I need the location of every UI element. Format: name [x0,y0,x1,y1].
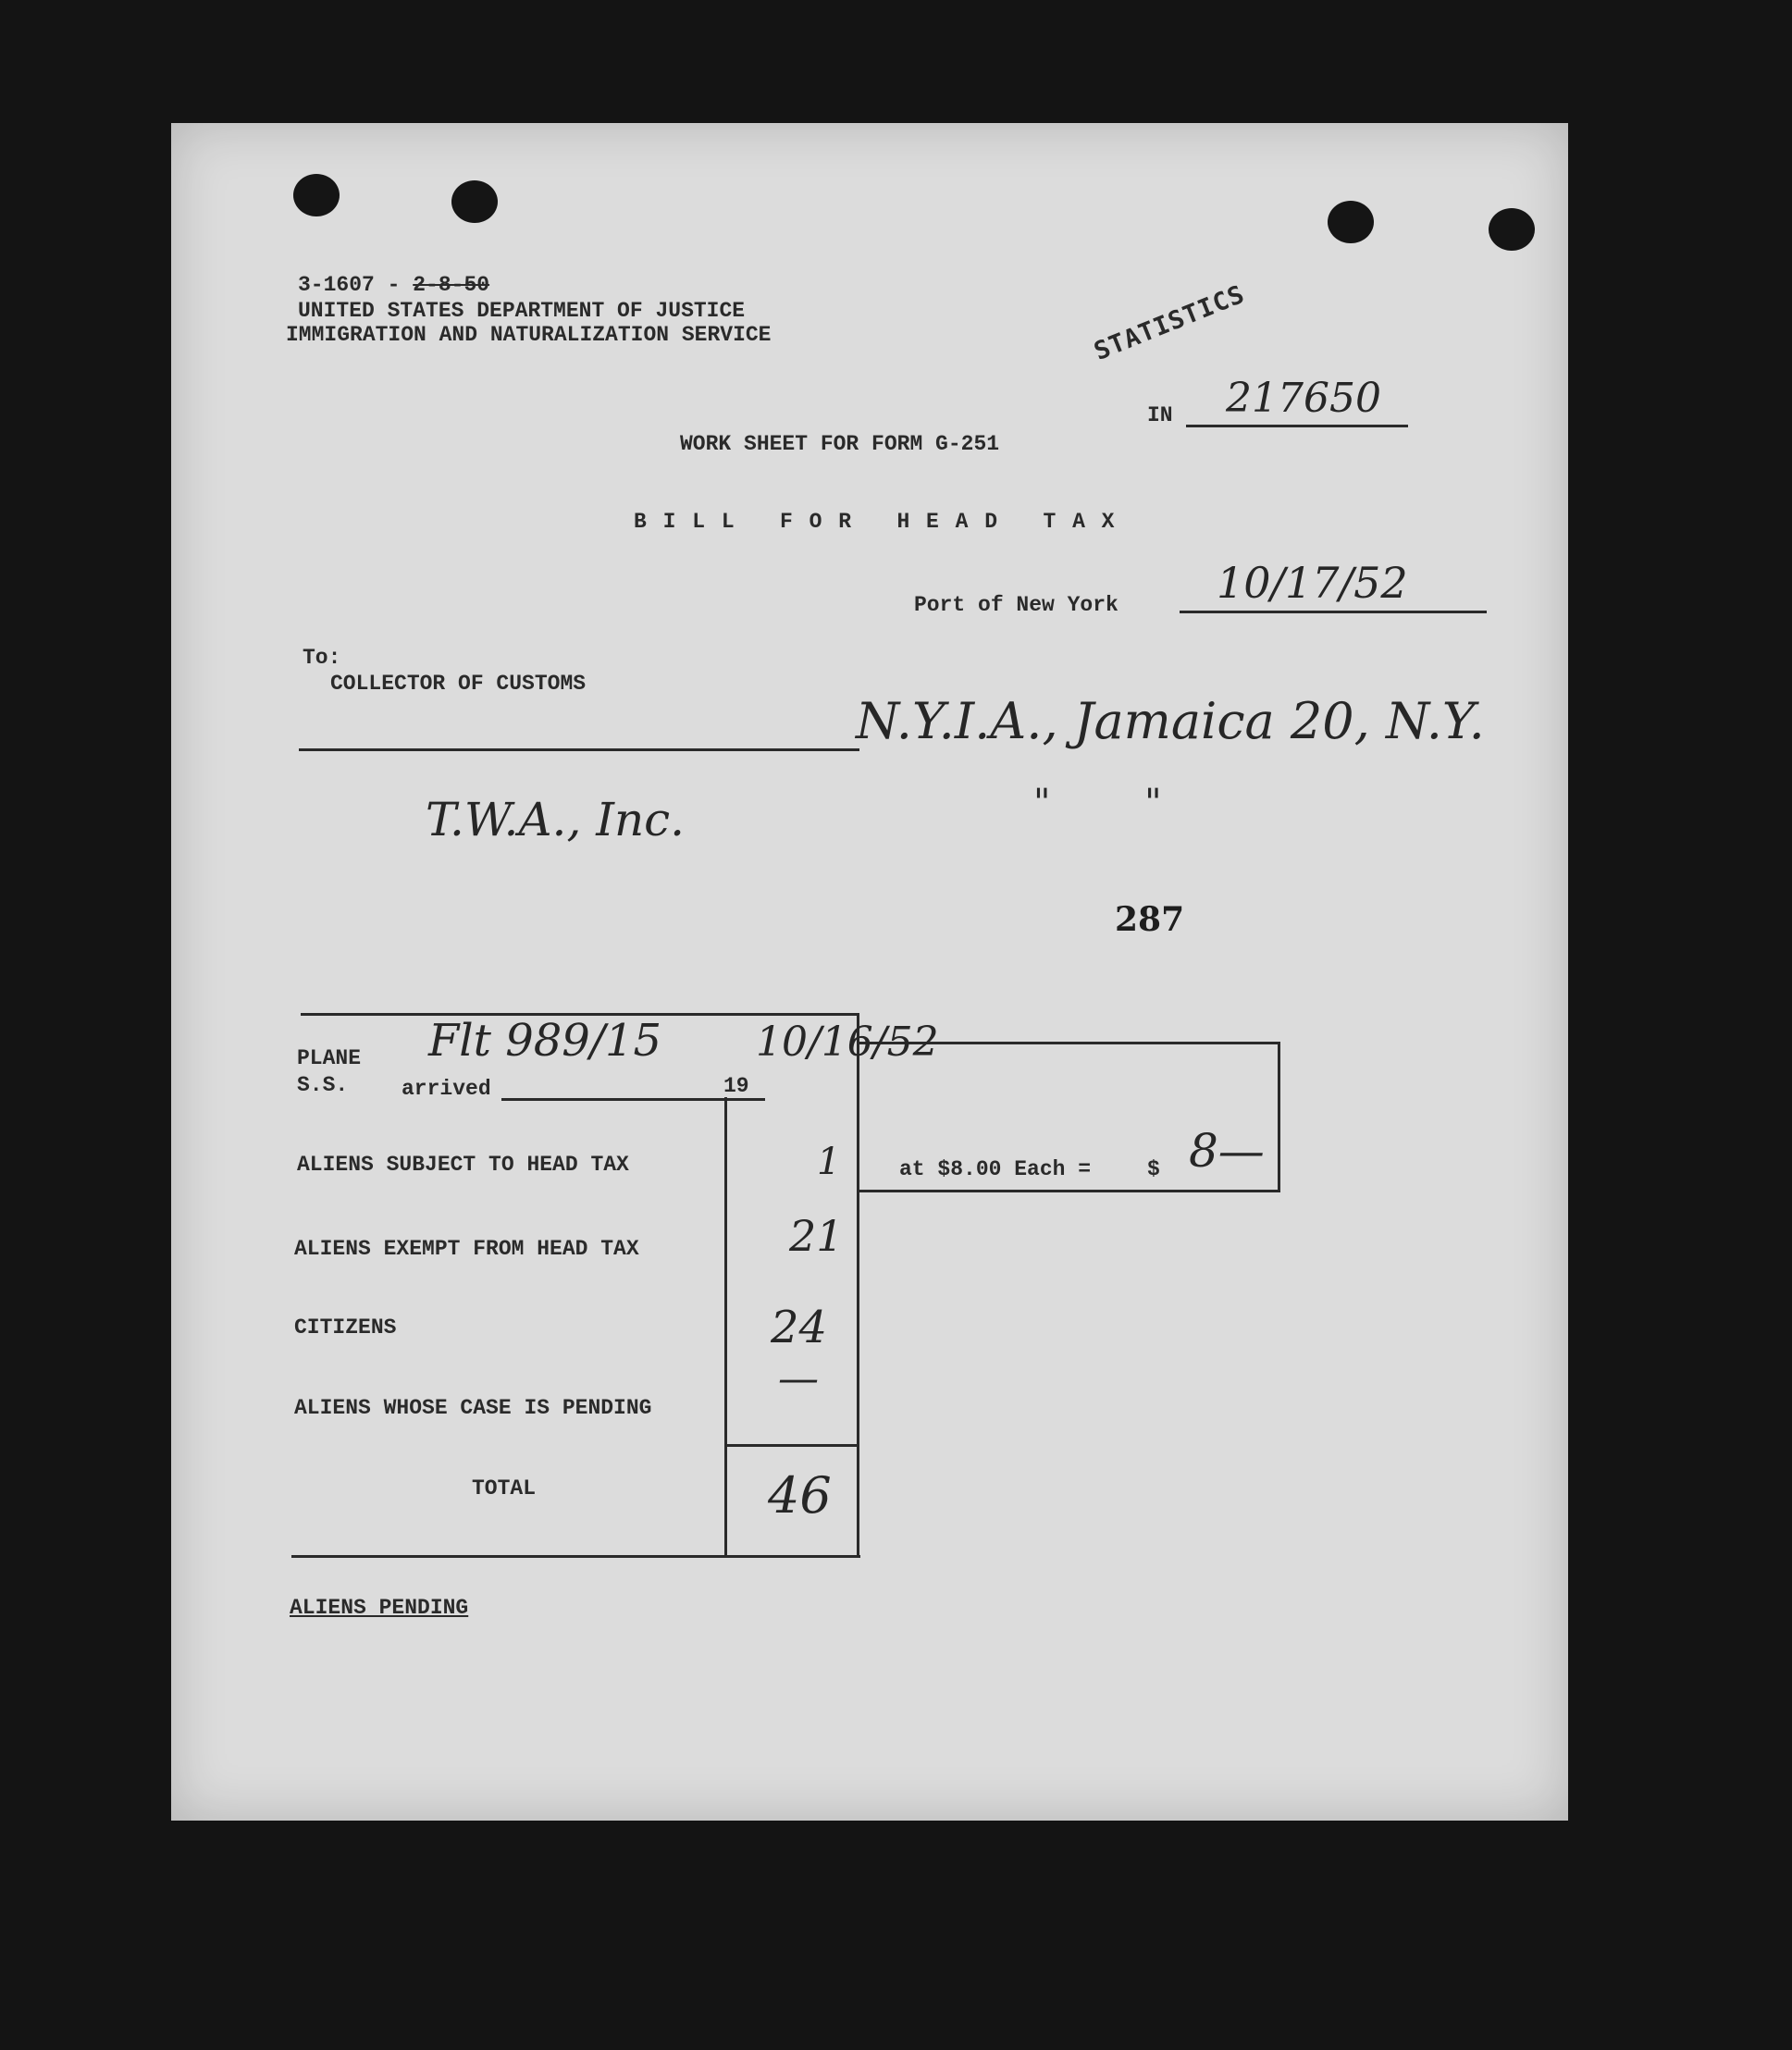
total-top-rule [724,1444,859,1447]
punch-hole [451,180,498,223]
row-value-subject: 1 [817,1141,841,1183]
total-value: 46 [768,1466,832,1525]
row-label-citizens: CITIZENS [294,1315,397,1340]
values-left-rule [724,1097,727,1555]
tax-amount: 8— [1189,1124,1265,1178]
row-value-pending: — [778,1355,819,1402]
in-number: 217650 [1226,375,1381,422]
form-number-line: 3-1607 - 2-8-50 [298,273,490,297]
row-label-exempt: ALIENS EXEMPT FROM HEAD TAX [294,1237,639,1261]
flight-number: Flt 989/15 [428,1015,662,1067]
worksheet-title: WORK SHEET FOR FORM G-251 [680,432,1000,456]
document-page [171,123,1568,1821]
recipient-underline [299,748,859,751]
row-label-pending: ALIENS WHOSE CASE IS PENDING [294,1396,652,1420]
service-name: IMMIGRATION AND NATURALIZATION SERVICE [286,323,772,347]
ss-label: S.S. [297,1073,349,1097]
ditto-marks: " " [1033,782,1162,824]
row-label-subject: ALIENS SUBJECT TO HEAD TAX [297,1153,629,1177]
port-date-underline [1180,611,1487,613]
row-value-exempt: 21 [789,1211,844,1261]
carrier-name: T.W.A., Inc. [426,793,686,846]
punch-hole [1328,201,1374,243]
table-bottom-rule [291,1555,860,1558]
to-label: To: [303,646,341,670]
in-underline [1186,425,1408,427]
arrived-label: arrived [402,1077,491,1101]
punch-hole [293,174,340,216]
form-number: 3-1607 [298,273,375,297]
total-label: TOTAL [472,1476,537,1500]
tax-box-right [1278,1042,1280,1192]
bill-title: B I L L F O R H E A D T A X [634,510,1117,534]
statistics-stamp: STATISTICS [1090,279,1249,366]
in-label: IN [1147,403,1173,427]
tax-currency: $ [1147,1157,1160,1181]
tax-box-bottom [857,1190,1280,1192]
row-value-citizens: 24 [771,1302,828,1353]
department-name: UNITED STATES DEPARTMENT OF JUSTICE [298,299,746,323]
reference-number: 287 [1115,900,1185,939]
port-label: Port of New York [914,593,1118,617]
punch-hole [1489,208,1535,251]
year-underline [724,1098,765,1101]
aliens-pending-heading: ALIENS PENDING [290,1596,469,1620]
table-right-rule [857,1013,859,1555]
form-date: 2-8-50 [413,273,490,297]
port-date: 10/17/52 [1217,558,1408,608]
arrival-date: 10/16/52 [756,1019,939,1066]
arrived-underline [501,1098,726,1101]
plane-label: PLANE [297,1046,362,1070]
recipient-address: N.Y.I.A., Jamaica 20, N.Y. [856,692,1485,750]
tax-rate: at $8.00 Each = [899,1157,1092,1181]
recipient: COLLECTOR OF CUSTOMS [330,672,587,696]
year-prefix: 19 [723,1074,749,1098]
